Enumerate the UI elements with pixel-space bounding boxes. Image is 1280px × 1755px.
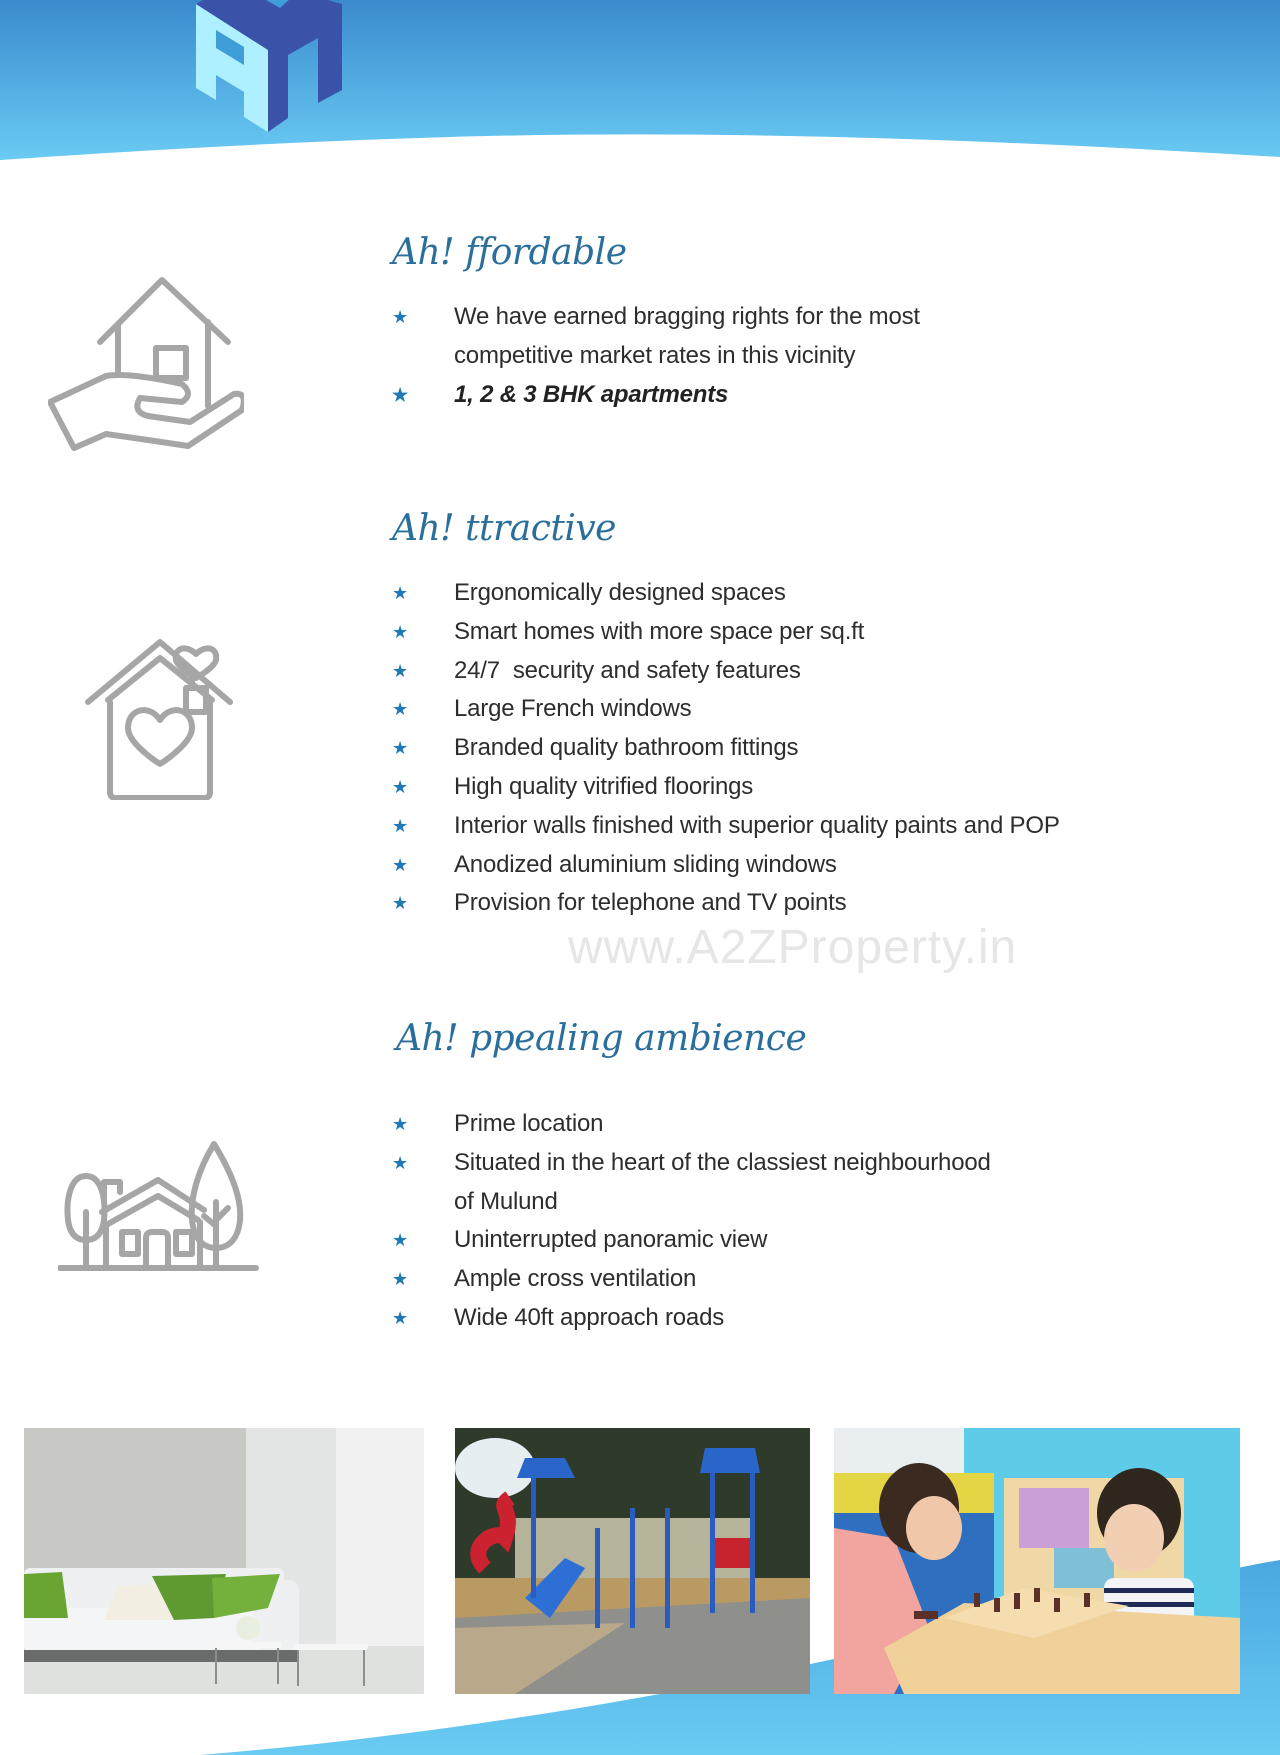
star-icon: ★ (392, 854, 408, 875)
star-icon: ★ (392, 583, 408, 603)
playground-photo (455, 1428, 810, 1694)
bullet-item: ★ Wide 40ft approach roads (392, 1299, 991, 1338)
house-with-heart-icon (84, 632, 234, 800)
attractive-bullet-list (392, 574, 1060, 923)
bullet-item: ★ 24/7 security and safety features (392, 652, 1060, 691)
living-room-sofa-photo (24, 1428, 424, 1694)
bullet-item: ★ Prime location (392, 1105, 991, 1144)
bullet-item: ★ Large French windows (392, 690, 1060, 729)
star-icon: ★ (392, 815, 408, 836)
star-icon: ★ (392, 1269, 408, 1290)
bullet-item: ★ Situated in the heart of the classiest neighbourhood (392, 1144, 991, 1183)
star-icon: ★ (392, 660, 408, 681)
star-icon: ★ (392, 621, 408, 642)
star-icon: ★ (392, 1230, 408, 1251)
star-icon: ★ (392, 307, 408, 327)
bullet-item-continuation: competitive market rates in this vicinity (454, 341, 856, 369)
bullet-item: ★ Ergonomically designed spaces (392, 574, 1060, 613)
section-title-attractive: Ah! ttractive (392, 508, 616, 549)
star-icon: ★ (392, 1307, 408, 1328)
star-icon: ★ (392, 699, 408, 720)
bullet-item-continuation: of Mulund (454, 1187, 558, 1215)
star-icon: ★ (392, 738, 408, 759)
star-icon: ★ (392, 776, 408, 797)
house-with-trees-icon (58, 1140, 260, 1272)
star-icon: ★ (392, 1152, 408, 1173)
bullet-item: ★ Branded quality bathroom fittings (392, 729, 1060, 768)
hand-holding-house-icon (48, 276, 244, 452)
appealing-ambience-bullet-list (392, 1105, 991, 1338)
bullet-item: ★ Interior walls finished with superior quality paints and POP (392, 807, 1060, 846)
star-icon: ★ (392, 1114, 408, 1134)
company-logo (192, 0, 348, 132)
star-icon: ★ (392, 384, 408, 405)
star-icon: ★ (392, 893, 408, 914)
bullet-item: ★ 1, 2 & 3 BHK apartments (392, 376, 920, 415)
section-title-appealing-ambience: Ah! ppealing ambience (396, 1018, 807, 1059)
bullet-item: ★ Anodized aluminium sliding windows (392, 846, 1060, 885)
bullet-item: ★ High quality vitrified floorings (392, 768, 1060, 807)
bullet-item: ★ Provision for telephone and TV points (392, 884, 1060, 923)
section-title-affordable: Ah! ffordable (392, 232, 627, 273)
kids-playing-chess-photo (834, 1428, 1240, 1694)
watermark: www.A2ZProperty.in (568, 921, 1018, 974)
bullet-item: ★ We have earned bragging rights for the most (392, 298, 920, 337)
bullet-item: ★ Uninterrupted panoramic view (392, 1221, 991, 1260)
affordable-bullet-list (392, 298, 920, 414)
bullet-item: ★ Smart homes with more space per sq.ft (392, 613, 1060, 652)
bullet-item: ★ Ample cross ventilation (392, 1260, 991, 1299)
